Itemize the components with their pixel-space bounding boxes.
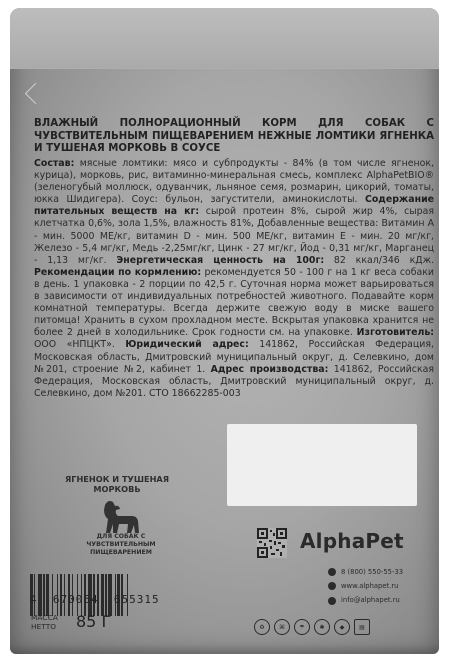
globe-icon: [328, 582, 336, 590]
legal-address-text: 141862, Российская Федерация, Московская область, Дмитровский муниципальный округ, д. Селевкино, дом №201, строение №2, кабинет 1.: [34, 339, 434, 375]
product-description: [34, 158, 434, 400]
feeding-text: рекомендуется 50 - 100 г на 1 кг веса собаки в день. 1 упаковка - 2 порции по 42,5 г. Суточная норма может варьироваться в зависимости от индивидуальных потребностей животного. Подавайте корм комнатной температуры. Всегда держите свежую воду в миске вашего питомца! Хранить в сухом прохладном месте. Вскрытая упаковка хранится не более 2 дней в холодильнике. Срок годности см. на упаковке.: [34, 266, 434, 339]
blank-label-area: [227, 424, 417, 506]
dog-icon: [93, 497, 143, 537]
certification-icons: [254, 619, 370, 635]
qr-code-icon: [257, 528, 287, 558]
barcode-digits: 4 670064 655315: [30, 593, 160, 606]
brand-logo: AlphaPet: [300, 529, 404, 553]
manufacturer-label: Изготовитель:: [356, 327, 434, 339]
mass-label-line2: НЕТТО: [31, 621, 57, 631]
website-text: www.alphapet.ru: [341, 582, 399, 591]
top-seal: [10, 8, 439, 69]
energy-label: Энергетическая ценность на 100г:: [116, 254, 325, 266]
energy-text: 82 ккал/346 кДж.: [324, 254, 435, 266]
bottom-seal: [10, 644, 439, 654]
composition-label: Состав:: [34, 158, 75, 169]
production-address-label: Адрес производства:: [210, 363, 329, 375]
fork-icon: ⌘: [274, 619, 290, 635]
eac-icon: ▤: [354, 619, 370, 635]
contacts: [328, 565, 403, 608]
mass-label-line1: МАССА: [31, 613, 58, 622]
variant-caption: ДЛЯ СОБАК С ЧУВСТВИТЕЛЬНЫМ ПИЩЕВАРЕНИЕМ: [86, 533, 156, 556]
website-row: [328, 579, 403, 593]
pouch-back: [10, 8, 439, 654]
production-address-text: 141862, Российская Федерация, Московская область, Дмитровский муниципальный округ, д. Селевкино, дом №201. СТО 18662285-003: [34, 363, 434, 399]
legal-address-label: Юридический адрес:: [125, 339, 249, 351]
product-title: ВЛАЖНЫЙ ПОЛНОРАЦИОННЫЙ КОРМ ДЛЯ СОБАК С ЧУВСТВИТЕЛЬНЫМ ПИЩЕВАРЕНИЕМ НЕЖНЫЕ ЛОМТИКИ ЯГНЕНКА И ТУШЕНАЯ МОРКОВЬ В СОУСЕ: [34, 118, 434, 154]
net-mass-value: 85 Г: [76, 612, 112, 631]
mass-label: [31, 614, 58, 631]
phone-text: 8 (800) 550-55-33: [341, 568, 404, 576]
mail-icon: [328, 597, 336, 605]
email-text: info@alphapet.ru: [341, 596, 400, 605]
nutrients-text: сырой протеин 8%, сырой жир 4%, сырая клетчатка 0,6%, зола 1,5%, влажность 81%, Добавленные вещества: Витамин А - мин. 5000 МЕ/кг, витамин D - мин. 500 МЕ/кг, витамин Е - мин. 20 мг/кг, Железо - 5,4 мг/кг, Медь -2,25мг/кг, Цинк - 27 мг/кг, Йод - 0,31 мг/кг, Марганец - 1,13 мг/кг.: [34, 206, 435, 266]
umbrella-icon: ☂: [294, 619, 310, 635]
temperature-icon: ✱: [314, 619, 330, 635]
tear-notch: [25, 83, 46, 104]
variant-name: ЯГНЕНОК И ТУШЕНАЯ МОРКОВЬ: [64, 474, 170, 494]
recycle-icon: ♻: [254, 619, 270, 635]
composition-text: мясные ломтики: мясо и субпродукты - 84% (в том числе ягненок, курица), морковь, рис, витаминно-минеральная смесь, комплекс AlphaPetBIO® (зеленогубый моллюск, одуванчик, льняное семя, розмарин, цикорий, томаты, юкка Шидигера). Соус: бульон, загустители, аминокислоты.: [34, 158, 434, 206]
phone-row: [328, 565, 403, 579]
email-row: [328, 593, 403, 607]
phone-icon: [328, 568, 336, 576]
dog-care-icon: ◆: [334, 619, 350, 635]
feeding-label: Рекомендации по кормлению:: [34, 266, 202, 278]
manufacturer-text: ООО «НПЦКТ».: [34, 339, 126, 351]
nutrients-label: Содержание питательных веществ на кг:: [34, 194, 434, 218]
